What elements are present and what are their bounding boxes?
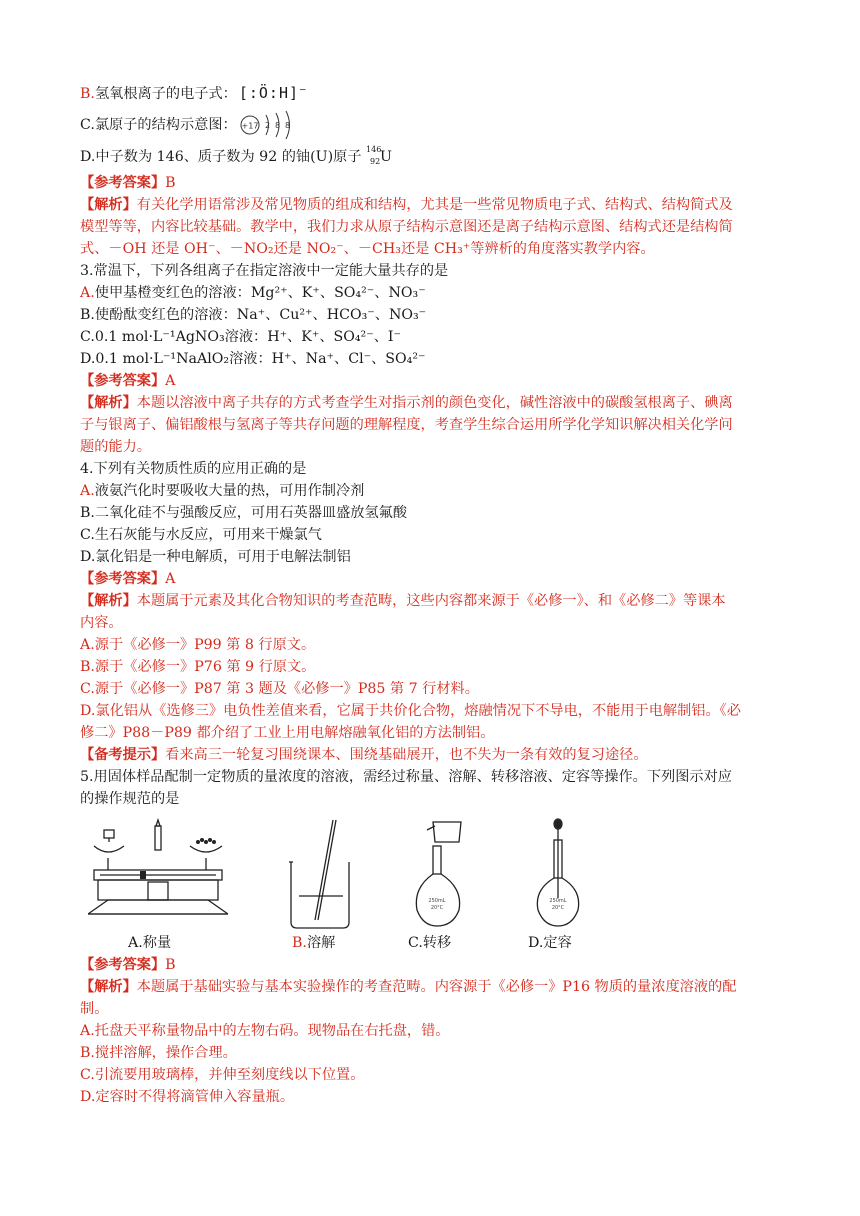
option-text: 液氨汽化时要吸收大量的热，可用作制冷剂 [94,483,365,499]
svg-text:250mL: 250mL [549,898,567,904]
analysis-label: 【解析】 [80,979,137,995]
svg-text:250mL: 250mL [428,898,446,904]
q4-option-d: D.氯化铝是一种电解质，可用于电解法制铝 [80,549,351,565]
q4-stem: 4.下列有关物质性质的应用正确的是 [80,461,307,477]
document-page [80,78,780,1108]
q4-analysis-line-4: B.源于《必修一》P76 第 9 行原文。 [80,659,316,675]
caption-b [292,932,335,954]
option-letter: A. [80,285,95,301]
nucleus-charge: +17 [241,121,259,131]
q5-analysis-line-2: 制。 [80,1001,109,1017]
electron-formula: [:Ö:H] [238,84,300,102]
analysis-text: 有关化学用语常涉及常见物质的组成和结构，尤其是一些常见物质电子式、结构式、结构简式及 [136,197,733,213]
caption-a: A.称量 [128,935,172,951]
analysis-text: 本题属于基础实验与基本实验操作的考查范畴。内容源于《必修一》P16 物质的量浓度溶液的配 [136,979,737,995]
option-text: C.氯原子的结构示意图： [80,117,237,133]
answer-label: 【参考答案】 [80,373,166,389]
answer-value: B [165,175,176,191]
q3-option-b: B.使酚酞变红色的溶液：Na⁺、Cu²⁺、HCO₃⁻、NO₃⁻ [80,307,427,323]
analysis-label: 【解析】 [80,197,137,213]
volumetric-flask-dropper-figure [528,818,588,932]
caption-c: C.转移 [408,935,452,951]
atomic-number: 92 [370,157,381,166]
tip-label: 【备考提示】 [80,747,166,763]
q4-option-a [80,480,780,502]
option-text: 使甲基橙变红色的溶液：Mg²⁺、K⁺、SO₄²⁻、NO₃⁻ [94,285,426,301]
q3-analysis-line-1 [80,392,780,414]
element-symbol: U [380,149,392,165]
q3-option-c: C.0.1 mol·L⁻¹AgNO₃溶液：H⁺、K⁺、SO₄²⁻、I⁻ [80,329,402,345]
q5-answer [80,954,780,976]
q4-answer [80,568,780,590]
q2-answer [80,172,780,194]
svg-text:20°C: 20°C [430,905,444,911]
q5-analysis-line-3: A.托盘天平称量物品中的左物右码。现物品在右托盘，错。 [80,1023,450,1039]
shell-electrons-2: 8 [274,121,280,130]
q4-analysis-line-2: 内容。 [80,615,123,631]
q5-figures [80,818,780,932]
q5-stem-line-2: 的操作规范的是 [80,791,180,807]
analysis-label: 【解析】 [80,593,137,609]
q3-answer [80,370,780,392]
answer-label: 【参考答案】 [80,957,166,973]
q5-analysis-line-5: C.引流要用玻璃棒，并伸至刻度线以下位置。 [80,1067,365,1083]
answer-label: 【参考答案】 [80,571,166,587]
q2-analysis-line-2: 模型等等，内容比较基础。教学中，我们力求从原子结构示意图还是离子结构示意图、结构式还是结构简 [80,219,733,235]
q5-analysis-line-6: D.定容时不得将滴管伸入容量瓶。 [80,1089,295,1105]
answer-label: 【参考答案】 [80,175,166,191]
option-letter: A. [80,483,95,499]
q5-analysis-line-1 [80,976,780,998]
atom-structure-diagram [239,110,301,140]
q5-figure-captions [80,932,780,954]
q4-analysis-line-3: A.源于《必修一》P99 第 8 行原文。 [80,637,316,653]
caption-d: D.定容 [528,935,572,951]
svg-text:20°C: 20°C [551,905,565,911]
caption-b-text: 溶解 [306,935,336,951]
caption-b-letter: B. [292,935,307,951]
answer-value: A [165,373,176,389]
q2-analysis-line-3: 式、－OH 还是 OH⁻、－NO₂还是 NO₂⁻、－CH₃还是 CH₃⁺等辨析的角度落实教学内容。 [80,241,655,257]
q4-analysis-line-1 [80,590,780,612]
q3-option-a [80,282,780,304]
tip-text: 看来高三一轮复习围绕课本、围绕基础展开，也不失为一条有效的复习途径。 [165,747,648,763]
option-text: D.中子数为 146、质子数为 92 的铀(U)原子 [80,149,362,165]
option-letter: B. [80,86,95,102]
analysis-text: 本题属于元素及其化合物知识的考查范畴，这些内容都来源于《必修一》、和《必修二》等课本 [136,593,726,609]
option-text: 氢氧根离子的电子式： [94,86,237,102]
q4-analysis-line-6: D.氯化铝从《选修三》电负性差值来看，它属于共价化合物，熔融情况下不导电，不能用于电解制铝。《必 [80,703,741,719]
q2-option-b [80,78,780,108]
analysis-label: 【解析】 [80,395,137,411]
volumetric-flask-transfer-figure [405,818,475,932]
q4-tip [80,744,780,766]
q2-option-c [80,108,780,142]
analysis-text: 本题以溶液中离子共存的方式考查学生对指示剂的颜色变化，碱性溶液中的碳酸氢根离子、碘离 [136,395,733,411]
answer-value: A [165,571,176,587]
beaker-figure [285,818,355,932]
ion-charge: − [299,85,307,96]
answer-value: B [165,957,176,973]
shell-electrons-1: 2 [264,121,270,130]
balance-figure [88,818,228,932]
q4-analysis-line-7: 修二》P88－P89 都介绍了工业上用电解熔融氧化铝的方法制铝。 [80,725,495,741]
q2-option-d [80,142,780,172]
q3-stem: 3.常温下，下列各组离子在指定溶液中一定能大量共存的是 [80,263,449,279]
q5-stem-line-1: 5.用固体样品配制一定物质的量浓度的溶液，需经过称量、溶解、转移溶液、定容等操作。下列图示对应 [80,769,732,785]
q2-analysis-line-1 [80,194,780,216]
q5-analysis-line-4: B.搅拌溶解，操作合理。 [80,1045,237,1061]
mass-number: 146 [366,145,382,154]
q3-option-d: D.0.1 mol·L⁻¹NaAlO₂溶液：H⁺、Na⁺、Cl⁻、SO₄²⁻ [80,351,426,367]
q4-option-b: B.二氧化硅不与强酸反应，可用石英器皿盛放氢氟酸 [80,505,408,521]
isotope-notation [366,147,380,167]
q4-analysis-line-5: C.源于《必修一》P87 第 3 题及《必修一》P85 第 7 行材料。 [80,681,479,697]
q3-analysis-line-2: 子与银离子、偏铝酸根与氢离子等共存问题的理解程度，考查学生综合运用所学化学知识解决相关化学问 [80,417,733,433]
shell-electrons-3: 8 [284,121,290,130]
q3-analysis-line-3: 题的能力。 [80,439,151,455]
q4-option-c: C.生石灰能与水反应，可用来干燥氯气 [80,527,322,543]
